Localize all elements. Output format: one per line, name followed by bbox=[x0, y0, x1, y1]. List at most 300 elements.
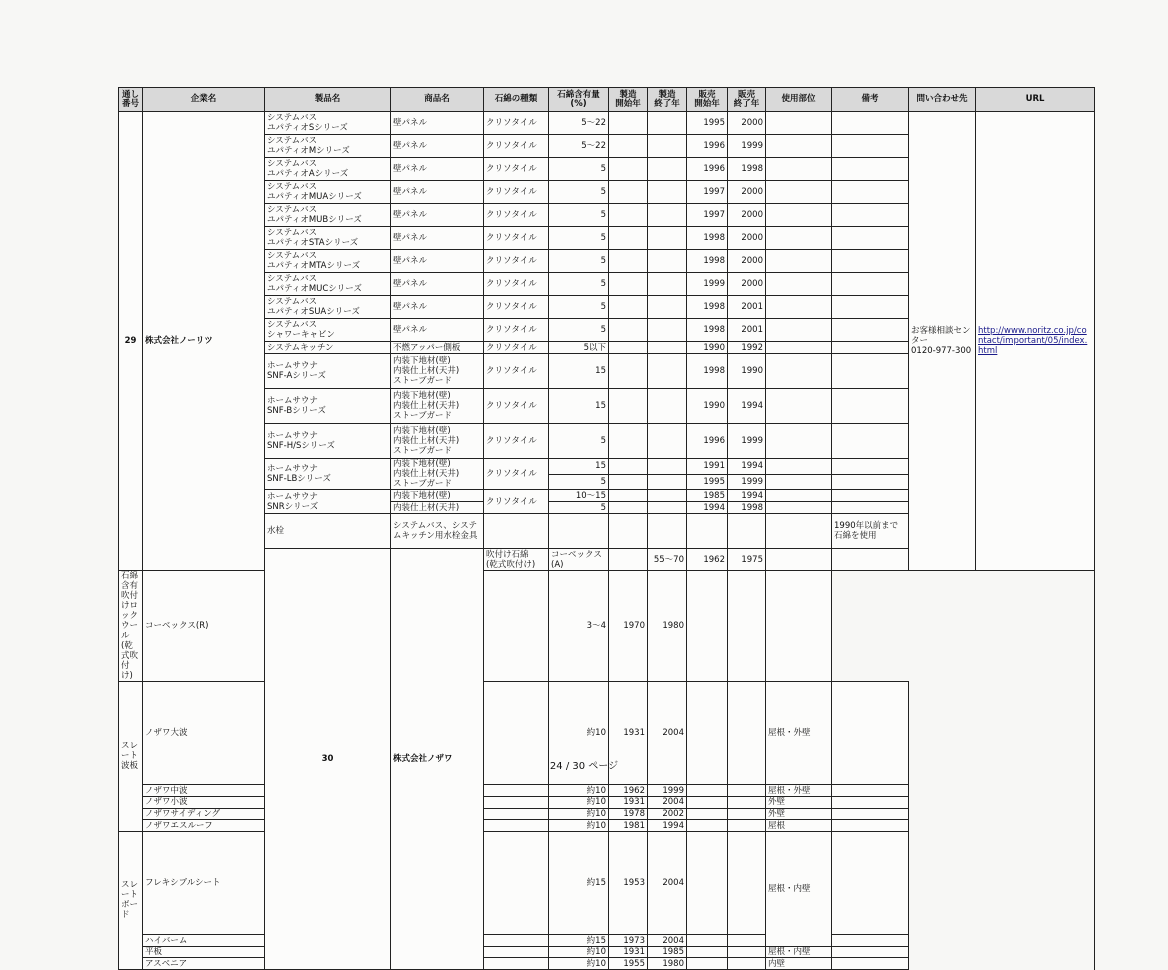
cell-type: クリソタイル bbox=[484, 424, 549, 459]
cell-mfg-start bbox=[609, 227, 648, 250]
cell-mfg-start: 1931 bbox=[609, 682, 648, 785]
cell-sale-end: 2000 bbox=[728, 227, 766, 250]
cell-type bbox=[484, 946, 549, 958]
cell-mfg-end bbox=[648, 204, 687, 227]
cell-product: ホームサウナ SNF-Aシリーズ bbox=[265, 354, 391, 389]
cell-trade: ノザワ小波 bbox=[143, 797, 265, 809]
cell-sale-start: 1998 bbox=[687, 250, 728, 273]
cell-trade: 壁パネル bbox=[391, 112, 484, 135]
cell-sale-start bbox=[687, 935, 728, 947]
cell-sale-start bbox=[687, 785, 728, 797]
cell-content: 5 bbox=[549, 204, 609, 227]
cell-part: 屋根 bbox=[766, 820, 832, 832]
cell-mfg-end bbox=[648, 389, 687, 424]
cell-part: 屋根・内壁 bbox=[766, 946, 832, 958]
cell-trade: 壁パネル bbox=[391, 181, 484, 204]
cell-sale-end: 2001 bbox=[728, 319, 766, 342]
cell-sale-start bbox=[687, 958, 728, 970]
cell-part: 屋根・内壁 bbox=[766, 831, 832, 946]
cell-part bbox=[766, 354, 832, 389]
cell-trade: 平板 bbox=[143, 946, 265, 958]
cell-content: 5 bbox=[549, 250, 609, 273]
cell-product: スレート波板 bbox=[119, 682, 143, 832]
cell-remarks: 1990年以前まで石綿を使用 bbox=[832, 514, 909, 549]
cell-sale-end: 2000 bbox=[728, 273, 766, 296]
cell-remarks bbox=[832, 354, 909, 389]
cell-content: 5 bbox=[549, 502, 609, 514]
cell-type: クリソタイル bbox=[484, 342, 549, 354]
cell-content: 15 bbox=[549, 459, 609, 475]
cell-remarks bbox=[832, 227, 909, 250]
cell-type bbox=[484, 797, 549, 809]
cell-sale-end bbox=[728, 935, 766, 947]
cell-mfg-start bbox=[609, 354, 648, 389]
cell-trade: 内装下地材(壁) 内装仕上材(天井) ストーブガード bbox=[391, 389, 484, 424]
cell-mfg-end bbox=[648, 181, 687, 204]
cell-type: クリソタイル bbox=[484, 181, 549, 204]
cell-mfg-end: 1980 bbox=[648, 958, 687, 970]
cell-part bbox=[766, 135, 832, 158]
cell-mfg-start bbox=[609, 459, 648, 475]
header-content: 石綿含有量 (%) bbox=[549, 88, 609, 112]
cell-mfg-start: 1978 bbox=[609, 808, 648, 820]
cell-type bbox=[609, 549, 648, 571]
cell-mfg-end bbox=[648, 273, 687, 296]
cell-trade: コーベックス(R) bbox=[143, 571, 265, 682]
cell-trade: 壁パネル bbox=[391, 227, 484, 250]
cell-trade: ハイバーム bbox=[143, 935, 265, 947]
cell-part: 屋根・外壁 bbox=[766, 682, 832, 785]
cell-remarks bbox=[832, 342, 909, 354]
cell-mfg-end bbox=[648, 227, 687, 250]
cell-content: 約15 bbox=[549, 935, 609, 947]
cell-sale-start: 1995 bbox=[687, 474, 728, 490]
cell-sale-end bbox=[728, 808, 766, 820]
cell-sale-end bbox=[832, 549, 909, 571]
cell-sale-start: 1996 bbox=[687, 135, 728, 158]
cell-type bbox=[484, 831, 549, 934]
header-row bbox=[119, 88, 1095, 112]
cell-remarks bbox=[832, 474, 909, 490]
header-url: URL bbox=[976, 88, 1095, 112]
cell-content: 5 bbox=[549, 296, 609, 319]
cell-sale-start: 1998 bbox=[687, 227, 728, 250]
cell-mfg-end: 2002 bbox=[648, 808, 687, 820]
cell-sale-start bbox=[766, 549, 832, 571]
cell-trade: 内装下地材(壁) 内装仕上材(天井) ストーブガード bbox=[391, 424, 484, 459]
cell-mfg-start bbox=[609, 112, 648, 135]
cell-type: クリソタイル bbox=[484, 296, 549, 319]
cell-sale-end: 1998 bbox=[728, 502, 766, 514]
cell-content: 約10 bbox=[549, 958, 609, 970]
cell-mfg-start bbox=[609, 296, 648, 319]
cell-part: 内壁 bbox=[766, 958, 832, 970]
cell-remarks bbox=[832, 319, 909, 342]
cell-content: 5以下 bbox=[549, 342, 609, 354]
cell-sale-start: 1998 bbox=[687, 296, 728, 319]
cell-mfg-start bbox=[609, 158, 648, 181]
cell-mfg-start bbox=[609, 502, 648, 514]
cell-mfg-end bbox=[648, 112, 687, 135]
cell-trade: 内装仕上材(天井) bbox=[391, 502, 484, 514]
cell-type: クリソタイル bbox=[484, 490, 549, 514]
cell-sale-start: 1997 bbox=[687, 204, 728, 227]
cell-part: 外壁 bbox=[766, 797, 832, 809]
cell-sale-end: 1999 bbox=[728, 474, 766, 490]
cell-mfg-start: 1953 bbox=[609, 831, 648, 934]
cell-remarks bbox=[832, 808, 909, 820]
cell-remarks bbox=[832, 459, 909, 475]
cell-company: 株式会社ノーリツ bbox=[143, 112, 265, 571]
cell-sale-start: 1994 bbox=[687, 502, 728, 514]
cell-sale-end: 1992 bbox=[728, 342, 766, 354]
cell-type: クリソタイル bbox=[484, 273, 549, 296]
cell-trade: 壁パネル bbox=[391, 135, 484, 158]
cell-remarks bbox=[832, 424, 909, 459]
cell-sale-end: 1994 bbox=[728, 459, 766, 475]
table-cell bbox=[687, 514, 728, 549]
cell-mfg-end: 1975 bbox=[728, 549, 766, 571]
cell-part bbox=[766, 112, 832, 135]
cell-mfg-end bbox=[648, 490, 687, 502]
cell-sale-end: 1999 bbox=[728, 424, 766, 459]
cell-trade: 壁パネル bbox=[391, 158, 484, 181]
table-cell bbox=[549, 514, 609, 549]
cell-trade: 内装下地材(壁) 内装仕上材(天井) ストーブガード bbox=[391, 459, 484, 490]
cell-mfg-start: 1973 bbox=[609, 935, 648, 947]
cell-product: ホームサウナ SNF-H/Sシリーズ bbox=[265, 424, 391, 459]
cell-mfg-end bbox=[648, 319, 687, 342]
cell-product: 吹付け石綿 (乾式吹付け) bbox=[484, 549, 549, 571]
cell-mfg-start bbox=[609, 490, 648, 502]
header-product: 製品名 bbox=[265, 88, 391, 112]
cell-mfg-start: 1970 bbox=[609, 571, 648, 682]
cell-trade: アスベニア bbox=[143, 958, 265, 970]
cell-sale-start bbox=[687, 797, 728, 809]
cell-sale-end: 1994 bbox=[728, 490, 766, 502]
cell-mfg-end: 1985 bbox=[648, 946, 687, 958]
cell-part bbox=[766, 459, 832, 475]
cell-type bbox=[484, 808, 549, 820]
cell-remarks bbox=[832, 158, 909, 181]
cell-remarks bbox=[832, 389, 909, 424]
cell-content: 約10 bbox=[549, 808, 609, 820]
cell-type: クリソタイル bbox=[484, 319, 549, 342]
cell-product: ホームサウナ SNF-Bシリーズ bbox=[265, 389, 391, 424]
cell-trade: 壁パネル bbox=[391, 296, 484, 319]
cell-trade: ノザワ大波 bbox=[143, 682, 265, 785]
cell-type: クリソタイル bbox=[484, 158, 549, 181]
cell-product: 水栓 bbox=[265, 514, 391, 549]
cell-sale-start bbox=[687, 571, 728, 682]
cell-product: システムバス ユパティオSUAシリーズ bbox=[265, 296, 391, 319]
cell-remarks bbox=[832, 204, 909, 227]
cell-part bbox=[766, 181, 832, 204]
cell-type bbox=[484, 785, 549, 797]
cell-mfg-end: 1994 bbox=[648, 820, 687, 832]
cell-product: システムバス ユパティオMUAシリーズ bbox=[265, 181, 391, 204]
header-sale-start: 販売 開始年 bbox=[687, 88, 728, 112]
cell-mfg-start: 1931 bbox=[609, 946, 648, 958]
cell-mfg-end: 2004 bbox=[648, 682, 687, 785]
cell-mfg-end: 2004 bbox=[648, 935, 687, 947]
cell-part bbox=[766, 296, 832, 319]
cell-trade: 壁パネル bbox=[391, 273, 484, 296]
cell-mfg-end: 1999 bbox=[648, 785, 687, 797]
cell-type: クリソタイル bbox=[484, 227, 549, 250]
cell-remarks bbox=[832, 112, 909, 135]
cell-part bbox=[766, 490, 832, 502]
cell-content: 5 bbox=[549, 424, 609, 459]
cell-content: 約15 bbox=[549, 831, 609, 934]
cell-product: システムバス ユパティオMTAシリーズ bbox=[265, 250, 391, 273]
cell-remarks bbox=[832, 935, 909, 947]
asbestos-products-table bbox=[118, 87, 1095, 970]
table-cell bbox=[648, 514, 687, 549]
cell-mfg-end bbox=[648, 459, 687, 475]
cell-mfg-start bbox=[609, 273, 648, 296]
cell-content: 15 bbox=[549, 389, 609, 424]
cell-sale-end: 1998 bbox=[728, 158, 766, 181]
cell-mfg-start: 1981 bbox=[609, 820, 648, 832]
cell-sale-end: 2000 bbox=[728, 112, 766, 135]
cell-product: システムバス ユパティオAシリーズ bbox=[265, 158, 391, 181]
cell-trade: 壁パネル bbox=[391, 250, 484, 273]
cell-sale-end bbox=[728, 831, 766, 934]
cell-mfg-start bbox=[609, 342, 648, 354]
cell-mfg-end bbox=[648, 474, 687, 490]
header-sale-end: 販売 終了年 bbox=[728, 88, 766, 112]
cell-sale-end bbox=[728, 958, 766, 970]
cell-content: 約10 bbox=[549, 682, 609, 785]
cell-part bbox=[766, 389, 832, 424]
cell-content: 5 bbox=[549, 474, 609, 490]
cell-sale-start: 1997 bbox=[687, 181, 728, 204]
cell-remarks bbox=[832, 135, 909, 158]
cell-sale-start: 1998 bbox=[687, 354, 728, 389]
cell-part bbox=[766, 424, 832, 459]
cell-company: 株式会社ノザワ bbox=[391, 549, 484, 970]
cell-content: 5 bbox=[549, 158, 609, 181]
cell-sale-end bbox=[728, 785, 766, 797]
cell-remarks bbox=[832, 785, 909, 797]
header-asbestos-type: 石綿の種類 bbox=[484, 88, 549, 112]
cell-part bbox=[766, 342, 832, 354]
header-mfg-end: 製造 終了年 bbox=[648, 88, 687, 112]
cell-type: クリソタイル bbox=[484, 112, 549, 135]
cell-type: クリソタイル bbox=[484, 204, 549, 227]
cell-mfg-start bbox=[609, 319, 648, 342]
cell-type: クリソタイル bbox=[484, 354, 549, 389]
header-trade: 商品名 bbox=[391, 88, 484, 112]
table-cell bbox=[766, 514, 832, 549]
cell-content: 約10 bbox=[549, 820, 609, 832]
cell-mfg-end bbox=[648, 502, 687, 514]
cell-mfg-start bbox=[609, 204, 648, 227]
cell-mfg-start: 1962 bbox=[687, 549, 728, 571]
cell-mfg-end: 1980 bbox=[648, 571, 687, 682]
cell-product: システムバス ユパティオMシリーズ bbox=[265, 135, 391, 158]
cell-sale-start: 1999 bbox=[687, 273, 728, 296]
cell-mfg-start bbox=[609, 389, 648, 424]
cell-remarks bbox=[832, 946, 909, 958]
cell-product: システムバス ユパティオSTAシリーズ bbox=[265, 227, 391, 250]
cell-content: 5 bbox=[549, 227, 609, 250]
cell-mfg-end bbox=[648, 135, 687, 158]
cell-type bbox=[484, 958, 549, 970]
cell-remarks bbox=[832, 181, 909, 204]
cell-product: ホームサウナ SNRシリーズ bbox=[265, 490, 391, 514]
page-number: 24 / 30 ページ bbox=[549, 761, 619, 772]
url-link[interactable]: http://www.noritz.co.jp/contact/important/05/index.html bbox=[976, 112, 1095, 571]
cell-mfg-end bbox=[648, 354, 687, 389]
cell-sale-start: 1998 bbox=[687, 319, 728, 342]
cell-trade: 壁パネル bbox=[391, 319, 484, 342]
cell-sale-start: 1995 bbox=[687, 112, 728, 135]
cell-mfg-start bbox=[609, 424, 648, 459]
cell-sale-end: 2000 bbox=[728, 204, 766, 227]
table-cell bbox=[609, 514, 648, 549]
cell-content: 10〜15 bbox=[549, 490, 609, 502]
header-remarks: 備考 bbox=[832, 88, 909, 112]
cell-content: 約10 bbox=[549, 946, 609, 958]
cell-mfg-end bbox=[648, 296, 687, 319]
cell-sale-start bbox=[687, 946, 728, 958]
cell-trade: ノザワエスルーフ bbox=[143, 820, 265, 832]
cell-sale-end: 1990 bbox=[728, 354, 766, 389]
cell-content: 3〜4 bbox=[549, 571, 609, 682]
cell-content: 5 bbox=[549, 319, 609, 342]
cell-product: システムバス ユパティオMUCシリーズ bbox=[265, 273, 391, 296]
cell-remarks bbox=[832, 502, 909, 514]
cell-mfg-start bbox=[609, 135, 648, 158]
cell-mfg-end bbox=[648, 424, 687, 459]
cell-trade: ノザワ中波 bbox=[143, 785, 265, 797]
cell-part bbox=[766, 227, 832, 250]
cell-type bbox=[484, 935, 549, 947]
cell-product: 石綿含有吹付けロックウール (乾式吹付け) bbox=[119, 571, 143, 682]
cell-type: クリソタイル bbox=[484, 250, 549, 273]
cell-part bbox=[766, 250, 832, 273]
cell-remarks bbox=[832, 296, 909, 319]
cell-remarks bbox=[832, 273, 909, 296]
cell-remarks bbox=[832, 490, 909, 502]
header-no: 通し 番号 bbox=[119, 88, 143, 112]
cell-sale-end: 1999 bbox=[728, 135, 766, 158]
header-mfg-start: 製造 開始年 bbox=[609, 88, 648, 112]
table-row bbox=[119, 112, 1095, 135]
cell-remarks bbox=[832, 958, 909, 970]
cell-type: クリソタイル bbox=[484, 389, 549, 424]
cell-mfg-end: 2004 bbox=[648, 831, 687, 934]
cell-sale-start: 1996 bbox=[687, 158, 728, 181]
cell-sale-start: 1991 bbox=[687, 459, 728, 475]
cell-sale-start: 1996 bbox=[687, 424, 728, 459]
cell-content: 5〜22 bbox=[549, 112, 609, 135]
table-cell bbox=[484, 514, 549, 549]
cell-mfg-end: 2004 bbox=[648, 797, 687, 809]
cell-product: スレートボード bbox=[119, 831, 143, 969]
cell-mfg-start: 1931 bbox=[609, 797, 648, 809]
cell-sale-end: 2000 bbox=[728, 250, 766, 273]
cell-type: クリソタイル bbox=[484, 135, 549, 158]
cell-part bbox=[766, 502, 832, 514]
cell-part bbox=[766, 474, 832, 490]
cell-trade: コーベックス(A) bbox=[549, 549, 609, 571]
cell-part bbox=[766, 319, 832, 342]
contact-info: お客様相談センター 0120-977-300 bbox=[909, 112, 976, 571]
cell-content: 55〜70 bbox=[648, 549, 687, 571]
cell-mfg-end bbox=[648, 250, 687, 273]
cell-sale-end bbox=[728, 797, 766, 809]
cell-part bbox=[766, 273, 832, 296]
header-part: 使用部位 bbox=[766, 88, 832, 112]
cell-mfg-start bbox=[609, 474, 648, 490]
cell-sale-end: 2001 bbox=[728, 296, 766, 319]
cell-mfg-start: 1962 bbox=[609, 785, 648, 797]
cell-sale-start bbox=[687, 831, 728, 934]
cell-trade: ノザワサイディング bbox=[143, 808, 265, 820]
header-company: 企業名 bbox=[143, 88, 265, 112]
cell-sale-start: 1990 bbox=[687, 342, 728, 354]
cell-remarks bbox=[832, 831, 909, 934]
cell-part: 外壁 bbox=[766, 808, 832, 820]
cell-trade: 不燃アッパー側板 bbox=[391, 342, 484, 354]
cell-mfg-end bbox=[648, 342, 687, 354]
cell-part: 屋根・外壁 bbox=[766, 785, 832, 797]
cell-sale-start bbox=[687, 808, 728, 820]
cell-product: システムキッチン bbox=[265, 342, 391, 354]
cell-sale-start: 1990 bbox=[687, 389, 728, 424]
cell-no: 30 bbox=[265, 549, 391, 970]
cell-remarks bbox=[832, 250, 909, 273]
cell-part bbox=[766, 158, 832, 181]
cell-content: 15 bbox=[549, 354, 609, 389]
cell-content: 5 bbox=[549, 181, 609, 204]
cell-remarks bbox=[766, 571, 832, 682]
cell-mfg-start bbox=[609, 181, 648, 204]
cell-trade: 内装下地材(壁) bbox=[391, 490, 484, 502]
cell-product: システムバス シャワーキャビン bbox=[265, 319, 391, 342]
cell-type bbox=[484, 571, 549, 682]
cell-product: システムバス ユパティオMUBシリーズ bbox=[265, 204, 391, 227]
cell-part bbox=[766, 204, 832, 227]
cell-sale-end: 2000 bbox=[728, 181, 766, 204]
cell-sale-start: 1985 bbox=[687, 490, 728, 502]
cell-sale-end bbox=[728, 946, 766, 958]
cell-product: ホームサウナ SNF-LBシリーズ bbox=[265, 459, 391, 490]
cell-product: システムバス ユパティオSシリーズ bbox=[265, 112, 391, 135]
cell-trade: システムバス、システムキッチン用水栓金具 bbox=[391, 514, 484, 549]
cell-trade: 内装下地材(壁) 内装仕上材(天井) ストーブガード bbox=[391, 354, 484, 389]
cell-sale-end: 1994 bbox=[728, 389, 766, 424]
cell-sale-end bbox=[728, 571, 766, 682]
cell-trade: フレキシブルシート bbox=[143, 831, 265, 934]
cell-mfg-start bbox=[609, 250, 648, 273]
header-contact: 問い合わせ先 bbox=[909, 88, 976, 112]
cell-content: 5 bbox=[549, 273, 609, 296]
cell-mfg-end bbox=[648, 158, 687, 181]
cell-content: 5〜22 bbox=[549, 135, 609, 158]
cell-type: クリソタイル bbox=[484, 459, 549, 490]
cell-content: 約10 bbox=[549, 797, 609, 809]
cell-mfg-start: 1955 bbox=[609, 958, 648, 970]
cell-remarks bbox=[832, 797, 909, 809]
table-cell bbox=[728, 514, 766, 549]
cell-no: 29 bbox=[119, 112, 143, 571]
cell-content: 約10 bbox=[549, 785, 609, 797]
cell-trade: 壁パネル bbox=[391, 204, 484, 227]
